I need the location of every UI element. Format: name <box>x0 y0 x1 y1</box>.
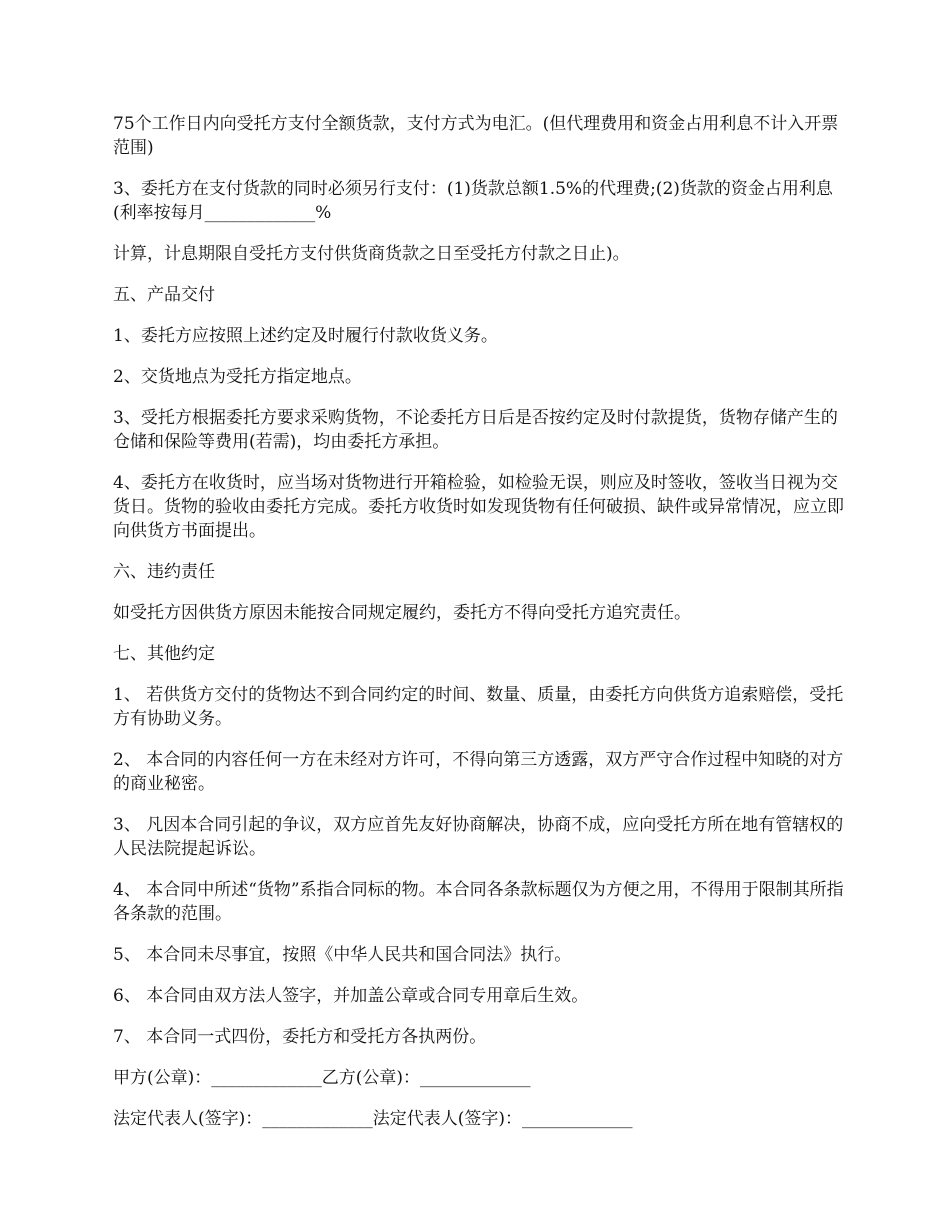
section-heading-other: 七、其他约定 <box>113 644 215 664</box>
section-heading-liability: 六、违约责任 <box>113 562 215 582</box>
section-heading-delivery: 五、产品交付 <box>113 285 215 305</box>
paragraph-agency-fee: 3、委托方在支付货款的同时必须另行支付：(1)货款总额1.5%的代理费;(2)货款的资金占用利息(利率按每月_____________% <box>113 179 833 223</box>
paragraph-delivery-4: 4、委托方在收货时，应当场对货物进行开箱检验，如检验无误，则应及时签收，签收当日视为交货日。货物的验收由委托方完成。委托方收货时如发现货物有任何破损、缺件或异常情况，应立即向供货方书面提出。 <box>113 473 844 541</box>
paragraph-delivery-3: 3、受托方根据委托方要求采购货物，不论委托方日后是否按约定及时付款提货，货物存储产生的仓储和保险等费用(若需)，均由委托方承担。 <box>113 408 838 452</box>
paragraph-payment-terms: 75个工作日内向受托方支付全额货款，支付方式为电汇。(但代理费用和资金占用利息不计入开票范围) <box>113 114 839 158</box>
paragraph-other-6: 6、 本合同由双方法人签字，并加盖公章或合同专用章后生效。 <box>113 986 589 1006</box>
paragraph-delivery-2: 2、交货地点为受托方指定地点。 <box>113 367 362 387</box>
paragraph-other-2: 2、 本合同的内容任何一方在未经对方许可，不得向第三方透露，双方严守合作过程中知晓的对方的商业秘密。 <box>113 750 844 794</box>
paragraph-other-3: 3、 凡因本合同引起的争议，双方应首先友好协商解决，协商不成，应向受托方所在地有管辖权的人民法院提起诉讼。 <box>113 815 844 859</box>
paragraph-delivery-1: 1、委托方应按照上述约定及时履行付款收货义务。 <box>113 326 498 346</box>
paragraph-interest-period: 计算，计息期限自受托方支付供货商货款之日至受托方付款之日止)。 <box>113 244 630 264</box>
paragraph-other-4: 4、 本合同中所述“货物”系指合同标的物。本合同各条款标题仅为方便之用，不得用于限制其所指各条款的范围。 <box>113 880 844 924</box>
signature-representative-line: 法定代表人(签字)：_____________法定代表人(签字)：_____________ <box>113 1109 633 1129</box>
paragraph-liability: 如受托方因供货方原因未能按合同规定履约，委托方不得向受托方追究责任。 <box>113 603 691 623</box>
signature-seal-line: 甲方(公章)：_____________乙方(公章)：_____________ <box>113 1068 531 1088</box>
paragraph-other-5: 5、 本合同未尽事宜，按照《中华人民共和国合同法》执行。 <box>113 945 572 965</box>
paragraph-other-1: 1、 若供货方交付的货物达不到合同约定的时间、数量、质量，由委托方向供货方追索赔偿，受托方有协助义务。 <box>113 685 844 729</box>
document-body <box>113 112 845 1148</box>
paragraph-other-7: 7、 本合同一式四份，委托方和受托方各执两份。 <box>113 1027 487 1047</box>
